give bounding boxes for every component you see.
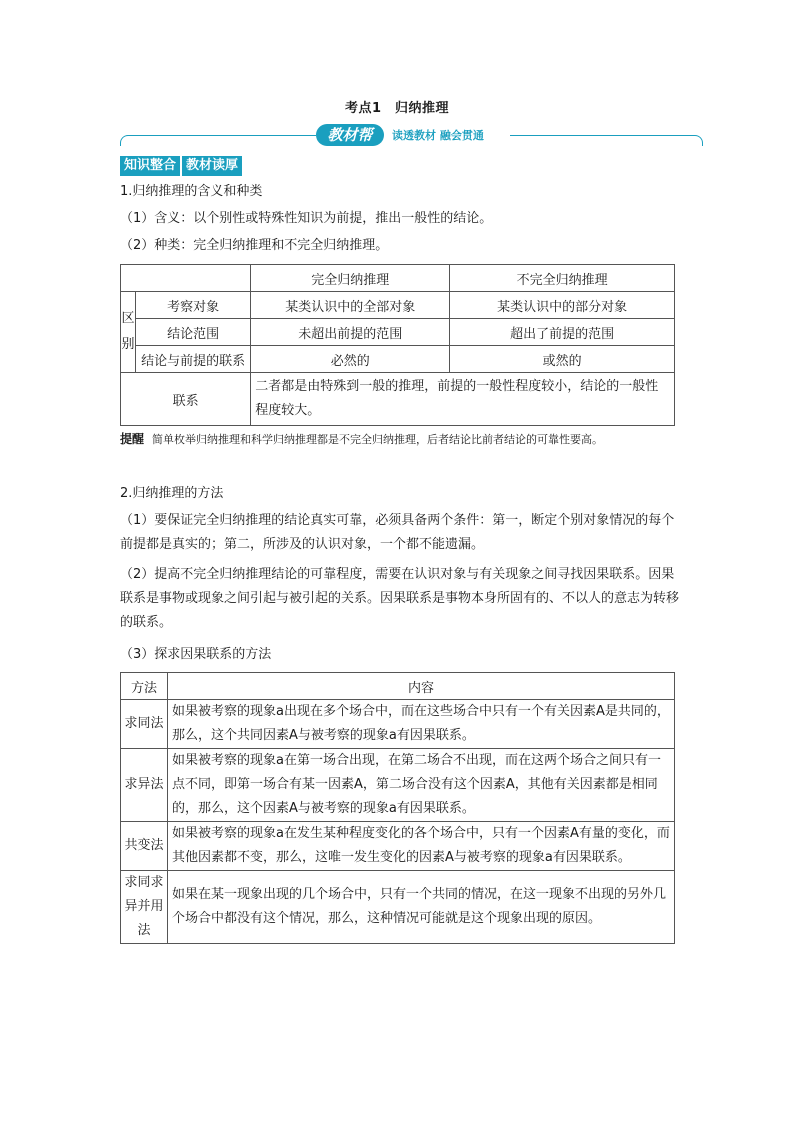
cell-full: 未超出前提的范围	[251, 319, 450, 346]
row-label: 结论范围	[136, 319, 251, 346]
table-header-row	[121, 673, 675, 700]
section2-p1: （1）要保证完全归纳推理的结论真实可靠，必须具备两个条件：第一，断定个别对象情况的每个前提都是真实的；第二，所涉及的认识对象，一个都不能遗漏。	[120, 513, 675, 552]
tip-note	[120, 428, 680, 451]
banner-pill: 教材帮	[316, 124, 384, 146]
cell-full: 必然的	[251, 346, 450, 373]
section2-p2: （2）提高不完全归纳推理结论的可靠程度，需要在认识对象与有关现象之间寻找因果联系。因果联系是事物或现象之间引起与被引起的关系。因果联系是事物本身所固有的、不以人的意志为转移的联系。	[120, 567, 680, 630]
table-row	[121, 822, 675, 871]
cell-partial: 超出了前提的范围	[450, 319, 675, 346]
method-content: 如果在某一现象出现的几个场合中，只有一个共同的情况，在这一现象不出现的另外几个场合中都没有这个情况，那么，这种情况可能就是这个现象出现的原因。	[168, 871, 675, 944]
banner-line-right	[510, 135, 703, 146]
link-text: 二者都是由特殊到一般的推理，前提的一般性程度较小，结论的一般性程度较大。	[251, 373, 675, 426]
section1-item1: （1）含义：以个别性或特殊性知识为前提，推出一般性的结论。	[120, 211, 493, 226]
col-header-full: 完全归纳推理	[251, 265, 450, 292]
method-name: 共变法	[121, 822, 168, 871]
tag-textbook: 教材读厚	[182, 156, 242, 176]
section1-heading: 1.归纳推理的含义和种类	[120, 184, 263, 199]
methods-table	[120, 672, 675, 944]
table-corner-cell	[121, 265, 251, 292]
table-row	[121, 871, 675, 944]
col-header-method: 方法	[121, 673, 168, 700]
tip-text: 简单枚举归纳推理和科学归纳推理都是不完全归纳推理，后者结论比前者结论的可靠性要高。	[152, 433, 604, 446]
diff-label: 区 别	[121, 292, 136, 373]
method-name: 求同求异并用法	[121, 871, 168, 944]
cell-full: 某类认识中的全部对象	[251, 292, 450, 319]
table-row	[121, 346, 675, 373]
tag-knowledge: 知识整合	[120, 156, 180, 176]
col-header-partial: 不完全归纳推理	[450, 265, 675, 292]
method-content: 如果被考察的现象a出现在多个场合中，而在这些场合中只有一个有关因素A是共同的，那么，这个共同因素A与被考察的现象a有因果联系。	[168, 700, 675, 749]
banner-slogan: 读透教材 融会贯通	[392, 129, 484, 142]
comparison-table	[120, 264, 675, 426]
table-row	[121, 292, 675, 319]
method-content: 如果被考察的现象a在第一场合出现，在第二场合不出现，而在这两个场合之间只有一点不同，即第一场合有某一因素A，第二场合没有这个因素A，其他有关因素都是相同的，那么，这个因素A与被考察的现象a有因果联系。	[168, 749, 675, 822]
section2-heading: 2.归纳推理的方法	[120, 486, 224, 501]
section1-item2: （2）种类：完全归纳推理和不完全归纳推理。	[120, 238, 389, 253]
method-content: 如果被考察的现象a在发生某种程度变化的各个场合中，只有一个因素A有量的变化，而其他因素都不变，那么，这唯一发生变化的因素A与被考察的现象a有因果联系。	[168, 822, 675, 871]
method-name: 求同法	[121, 700, 168, 749]
section2-p3: （3）探求因果联系的方法	[120, 647, 272, 662]
method-name: 求异法	[121, 749, 168, 822]
row-label: 结论与前提的联系	[136, 346, 251, 373]
table-row	[121, 373, 675, 426]
tag-row	[120, 156, 242, 176]
row-label: 考察对象	[136, 292, 251, 319]
table-row	[121, 749, 675, 822]
link-label: 联系	[121, 373, 251, 426]
tip-label: 提醒	[120, 432, 145, 446]
table-row	[121, 319, 675, 346]
col-header-content: 内容	[168, 673, 675, 700]
cell-partial: 某类认识中的部分对象	[450, 292, 675, 319]
table-row	[121, 700, 675, 749]
table-header-row	[121, 265, 675, 292]
cell-partial: 或然的	[450, 346, 675, 373]
section-banner	[120, 124, 704, 148]
page-title: 考点1 归纳推理	[344, 101, 450, 116]
banner-line-left	[120, 135, 316, 146]
